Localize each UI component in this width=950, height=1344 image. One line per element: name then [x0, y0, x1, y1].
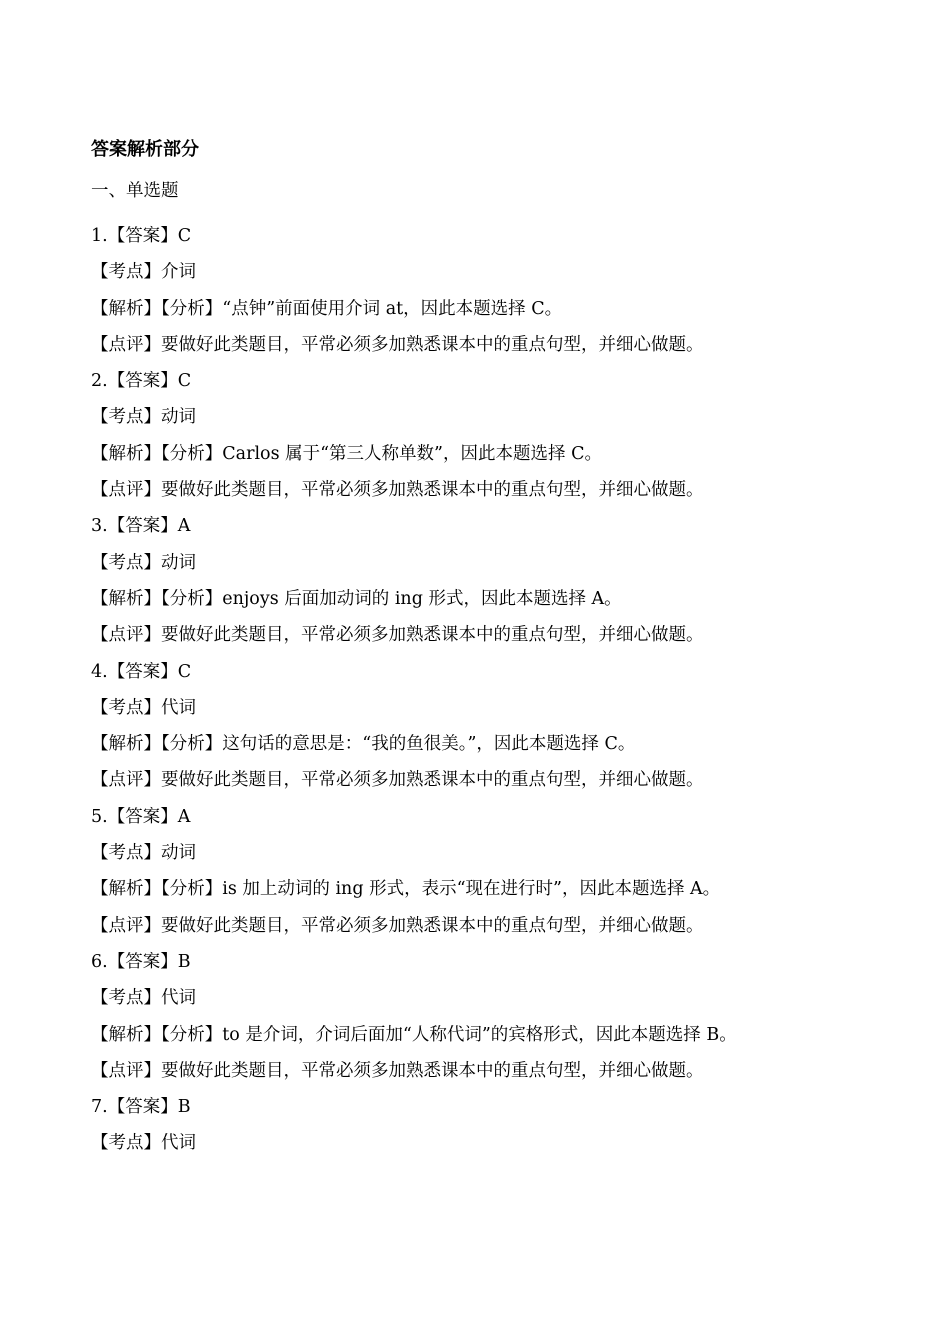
- analysis-line-4: 【解析】【分析】这句话的意思是：“我的鱼很美。”，因此本题选择 C。: [91, 734, 636, 755]
- answer-line-4: 4.【答案】C: [91, 661, 192, 682]
- comment-line-3: 【点评】要做好此类题目，平常必须多加熟悉课本中的重点句型，并细心做题。: [91, 625, 704, 646]
- topic-line-3: 【考点】动词: [91, 552, 196, 573]
- answer-analysis-section: [91, 134, 891, 1167]
- analysis-line-3: 【解析】【分析】enjoys 后面加动词的 ing 形式，因此本题选择 A。: [91, 588, 622, 609]
- analysis-line-1: 【解析】【分析】“点钟”前面使用介词 at，因此本题选择 C。: [91, 298, 563, 319]
- answer-line-3: 3.【答案】A: [91, 516, 191, 537]
- comment-line-5: 【点评】要做好此类题目，平常必须多加熟悉课本中的重点句型，并细心做题。: [91, 915, 704, 936]
- answer-line-7: 7.【答案】B: [91, 1097, 191, 1118]
- topic-line-6: 【考点】代词: [91, 988, 196, 1009]
- topic-line-4: 【考点】代词: [91, 697, 196, 718]
- section-title: 一、单选题: [91, 181, 179, 201]
- topic-line-1: 【考点】介词: [91, 262, 196, 283]
- answer-line-5: 5.【答案】A: [91, 806, 191, 827]
- answer-line-6: 6.【答案】B: [91, 951, 191, 972]
- topic-line-7: 【考点】代词: [91, 1133, 196, 1154]
- comment-line-2: 【点评】要做好此类题目，平常必须多加熟悉课本中的重点句型，并细心做题。: [91, 480, 704, 501]
- comment-line-6: 【点评】要做好此类题目，平常必须多加熟悉课本中的重点句型，并细心做题。: [91, 1060, 704, 1081]
- answer-line-1: 1.【答案】C: [91, 226, 192, 246]
- answer-line-2: 2.【答案】C: [91, 371, 192, 392]
- comment-line-4: 【点评】要做好此类题目，平常必须多加熟悉课本中的重点句型，并细心做题。: [91, 770, 704, 791]
- analysis-line-5: 【解析】【分析】is 加上动词的 ing 形式，表示“现在进行时”，因此本题选择 A。: [91, 879, 721, 900]
- analysis-line-6: 【解析】【分析】to 是介词，介词后面加“人称代词”的宾格形式，因此本题选择 B。: [91, 1024, 737, 1045]
- comment-line-1: 【点评】要做好此类题目，平常必须多加熟悉课本中的重点句型，并细心做题。: [91, 334, 704, 355]
- analysis-line-2: 【解析】【分析】Carlos 属于“第三人称单数”，因此本题选择 C。: [91, 443, 602, 464]
- page-title: 答案解析部分: [91, 139, 199, 160]
- topic-line-5: 【考点】动词: [91, 843, 196, 864]
- topic-line-2: 【考点】动词: [91, 407, 196, 428]
